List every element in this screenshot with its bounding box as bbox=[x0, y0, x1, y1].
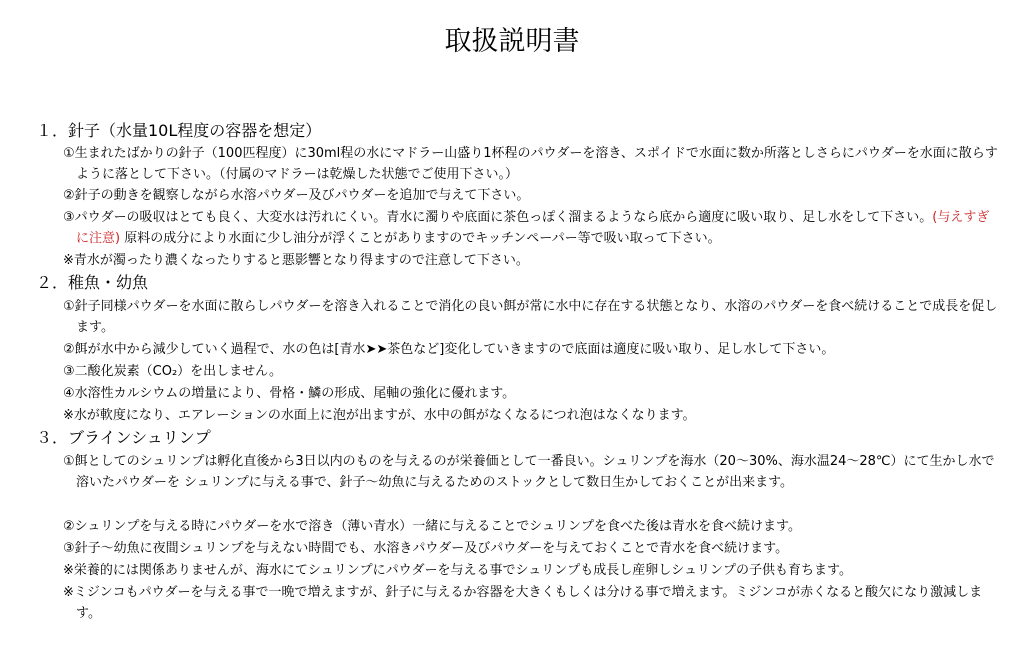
section-1-item-2: ②針子の動きを観察しながら水溶パウダー及びパウダーを追加で与えて下さい。 bbox=[63, 188, 530, 203]
section-2-item-2: ②餌が水中から減少していく過程で、水の色は[青水➤➤茶色など]変化していきますので底面は適度に吸い取り、足し水して下さい。 bbox=[63, 342, 835, 357]
section-3-item-1: ①餌としてのシュリンプは孵化直後から3日以内のものを与えるのが栄養価として一番良い。シュリンプを海水（20～30%、海水温24～28℃）にて生かし水で溶いたパウダーを シュリンプに与える事で、針子～幼魚に与えるためのストックとして数日生かしておくことが出来ます。 bbox=[63, 454, 995, 490]
section-1-item-1: ①生まれたばかりの針子（100匹程度）に30ml程の水にマドラー山盛り1杯程のパウダーを溶き、スポイドで水面に数か所落としさらにパウダーを水面に散らすように落として下さい。（付属のマドラーは乾燥した状態でご使用下さい。） bbox=[63, 146, 998, 182]
section-2-note: ※水が軟度になり、エアレーションの水面上に泡が出ますが、水中の餌がなくなるにつれ泡はなくなります。 bbox=[63, 408, 696, 423]
section-1-note: ※青水が濁ったり濃くなったりすると悪影響となり得ますので注意して下さい。 bbox=[63, 253, 529, 268]
section-1-item-3 bbox=[63, 207, 998, 249]
section-3-note-1: ※栄養的には関係ありませんが、海水にてシュリンプにパウダーを与える事でシュリンプも成長し産卵しシュリンプの子供も育ちます。 bbox=[63, 563, 852, 578]
section-3-note-2: ※ミジンコもパウダーを与える事で一晩で増えますが、針子に与えるか容器を大きくもしくは分ける事で増えます。ミジンコが赤くなると酸欠になり激減します。 bbox=[63, 585, 983, 621]
section-2-item-1: ①針子同様パウダーを水面に散らしパウダーを溶き入れることで消化の良い餌が常に水中に存在する状態となり、水溶のパウダーを食べ続けることで成長を促します。 bbox=[63, 299, 998, 335]
section-1-item-3-note: 原料の成分により水面に少し油分が浮くことがありますのでキッチンペーパー等で吸い取って下さい。 bbox=[124, 231, 721, 246]
section-3-item-2: ②シュリンプを与える時にパウダーを水で溶き（薄い青水）一緒に与えることでシュリンプを食べた後は青水を食べ続けます。 bbox=[63, 519, 801, 534]
overfeed-warning: (与えすぎに注意) bbox=[76, 210, 990, 246]
section-2-item-3: ③二酸化炭素（CO₂）を出しません。 bbox=[63, 364, 282, 379]
section-heading-needle-fry: １．針子（水量10L程度の容器を想定） bbox=[36, 121, 322, 140]
section-heading-young-fish: ２．稚魚・幼魚 bbox=[36, 273, 149, 292]
section-2-item-4: ④水溶性カルシウムの増量により、骨格・鱗の形成、尾軸の強化に優れます。 bbox=[63, 386, 516, 401]
section-3-item-3: ③針子～幼魚に夜間シュリンプを与えない時間でも、水溶きパウダー及びパウダーを与えておくことで青水を食べ続けます。 bbox=[63, 541, 789, 556]
document-title: 取扱説明書 bbox=[444, 26, 580, 57]
section-1-item-3-text: ③パウダーの吸収はとても良く、大変水は汚れにくい。青水に濁りや底面に茶色っぽく溜まるようなら底から適度に吸い取り、足し水をして下さい。 bbox=[63, 210, 933, 225]
section-heading-brine-shrimp: ３．ブラインシュリンプ bbox=[36, 428, 211, 447]
